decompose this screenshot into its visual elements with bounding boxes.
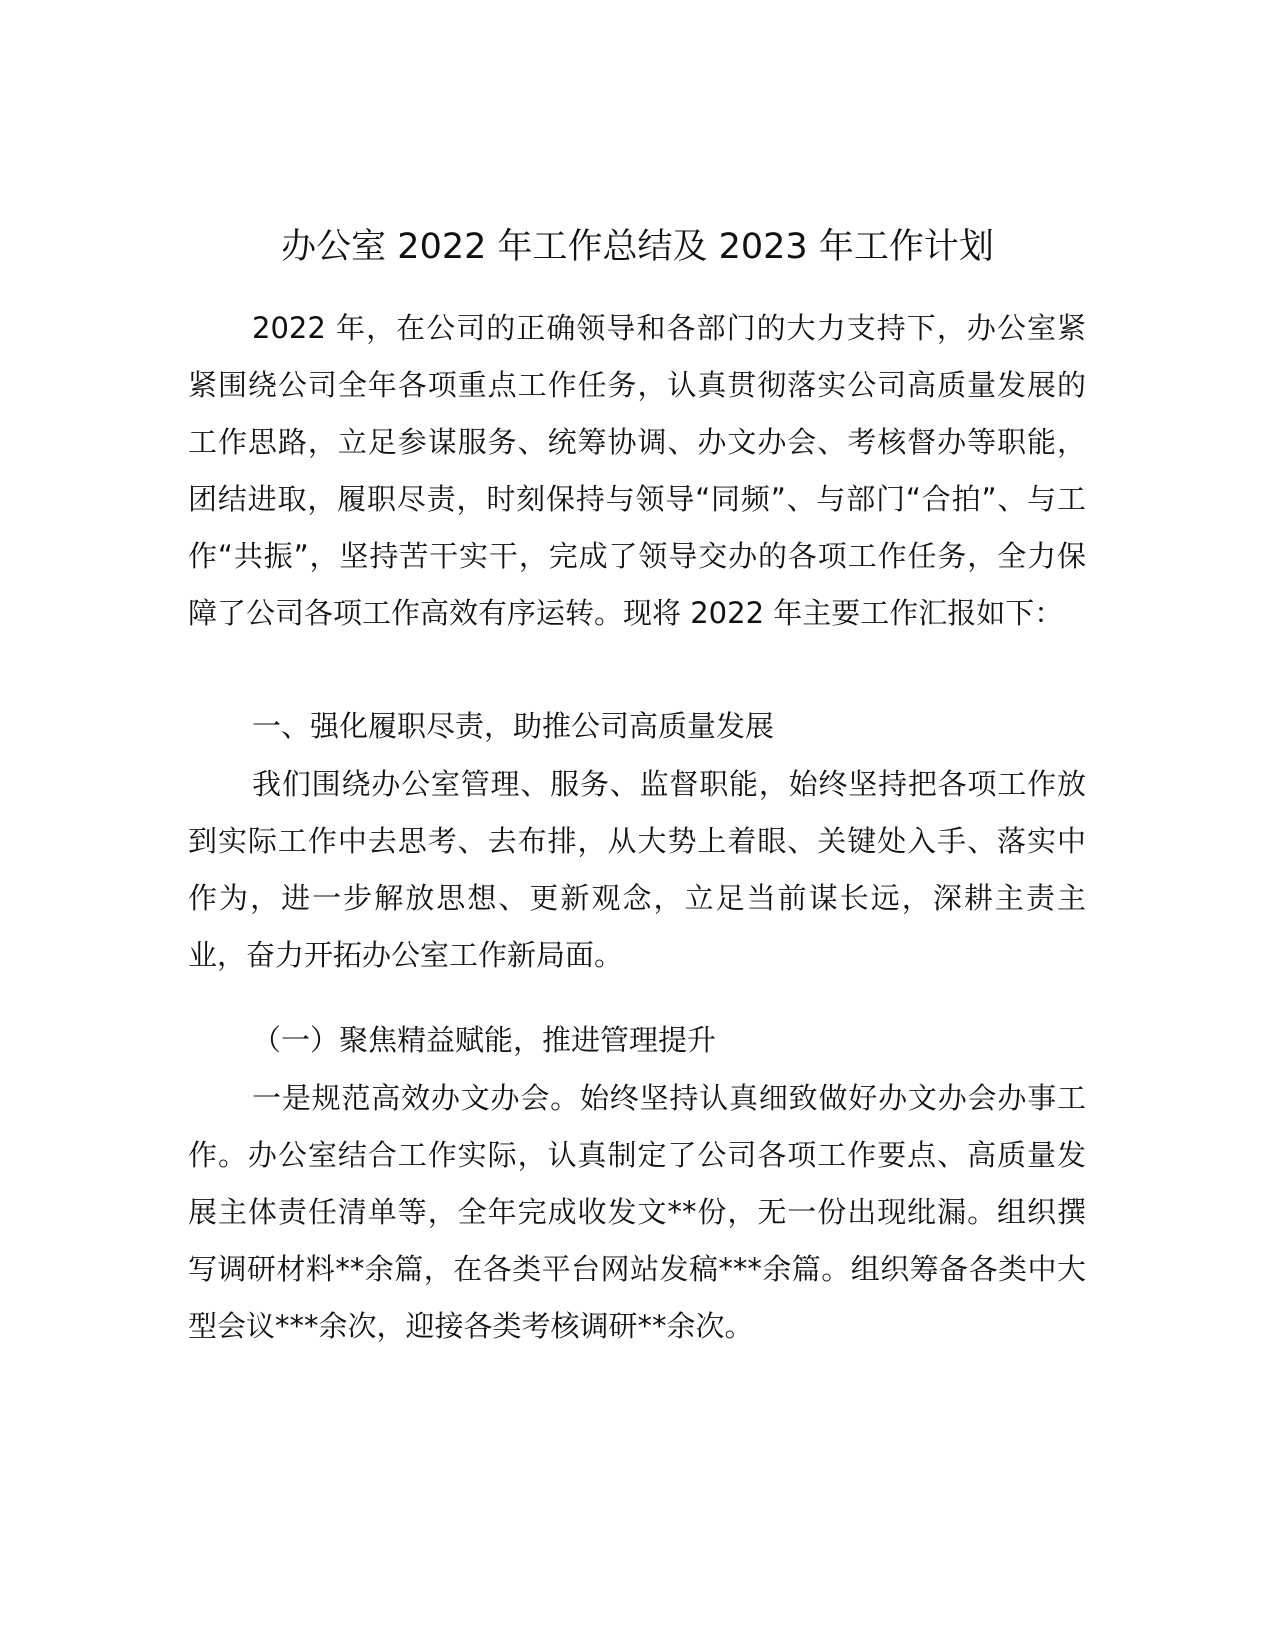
subsection-heading: （一）聚焦精益赋能，推进管理提升 <box>252 1023 717 1057</box>
document-title: 办公室 2022 年工作总结及 2023 年工作计划 <box>281 227 994 267</box>
section-heading: 一、强化履职尽责，助推公司高质量发展 <box>252 709 775 743</box>
item-paragraph: 一是规范高效办文办会。始终坚持认真细致做好办文办会办事工作。办公室结合工作实际，认真制定了公司各项工作要点、高质量发展主体责任清单等，全年完成收发文**份，无一份出现纰漏。组织撰写调研材料**余篇，在各类平台网站发稿***余篇。组织筹备各类中大型会议***余次，迎接各类考核调研**余次。 <box>188 1081 1086 1343</box>
intro-paragraph: 2022 年，在公司的正确领导和各部门的大力支持下，办公室紧紧围绕公司全年各项重点工作任务，认真贯彻落实公司高质量发展的工作思路，立足参谋服务、统筹协调、办文办会、考核督办等职能，团结进取，履职尽责，时刻保持与领导“同频”、与部门“合拍”、与工作“共振”，坚持苦干实干，完成了领导交办的各项工作任务，全力保障了公司各项工作高效有序运转。现将 2022 年主要工作汇报如下： <box>188 311 1086 630</box>
section-paragraph: 我们围绕办公室管理、服务、监督职能，始终坚持把各项工作放到实际工作中去思考、去布排，从大势上着眼、关键处入手、落实中作为，进一步解放思想、更新观念，立足当前谋长远，深耕主责主业，奋力开拓办公室工作新局面。 <box>188 767 1086 972</box>
